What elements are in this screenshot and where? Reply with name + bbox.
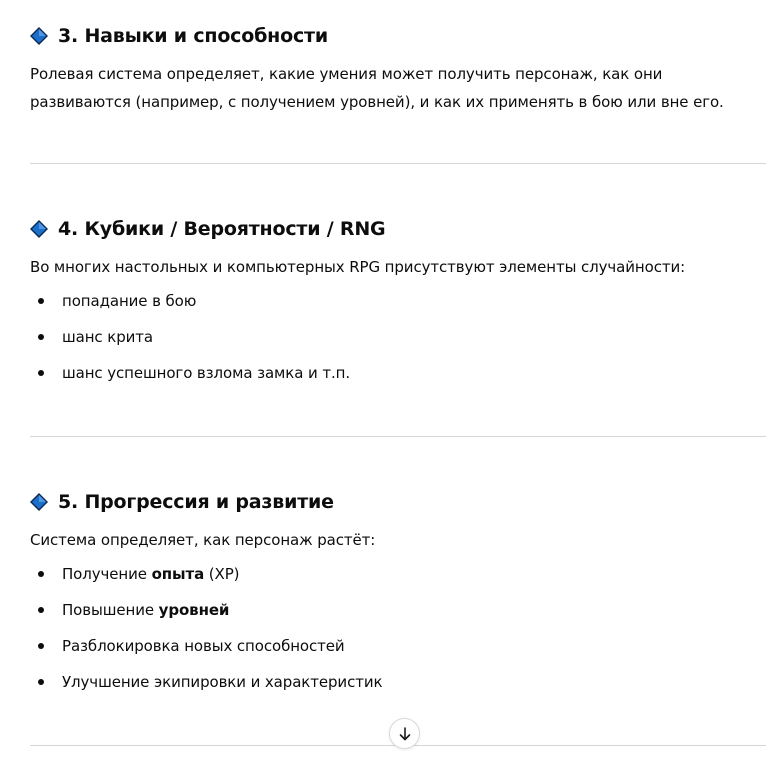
list-item [30, 664, 766, 700]
bullet-dot [38, 571, 44, 577]
bullet-dot [38, 679, 44, 685]
arrow-down-icon [397, 726, 413, 742]
section-paragraph: Во многих настольных и компьютерных RPG присутствуют элементы случайности: [30, 258, 686, 276]
section-heading [30, 22, 766, 50]
bullet-dot [38, 643, 44, 649]
list-item-bold: уровней [158, 601, 230, 619]
list-item-pre: Разблокировка новых способностей [62, 637, 345, 655]
list-item-text: шанс крита [62, 328, 153, 346]
list-item-text: шанс успешного взлома замка и т.п. [62, 364, 350, 382]
section-divider [30, 436, 766, 437]
section-paragraph: Ролевая система определяет, какие умения может получить персонаж, как они развиваются (например, с получением уровней), и как их применять в бою или вне его. [30, 65, 724, 111]
blue-diamond-icon [30, 220, 48, 238]
section-heading [30, 215, 766, 243]
bullet-list [30, 283, 766, 391]
bullet-dot [38, 607, 44, 613]
section-divider [30, 163, 766, 164]
scroll-to-bottom-button[interactable] [389, 718, 420, 749]
list-item-text: попадание в бою [62, 292, 197, 310]
list-item-pre: Получение [62, 565, 152, 583]
section-skills [30, 22, 766, 116]
list-item-bold: опыта [151, 565, 205, 583]
list-item [30, 355, 766, 391]
bullet-list [30, 556, 766, 700]
section-progression [30, 488, 766, 700]
list-item-pre: Улучшение экипировки и характеристик [62, 673, 383, 691]
blue-diamond-icon [30, 493, 48, 511]
section-paragraph: Система определяет, как персонаж растёт: [30, 531, 376, 549]
section-heading-text: 4. Кубики / Вероятности / RNG [58, 218, 386, 240]
section-dice-rng [30, 215, 766, 391]
list-item-pre: Повышение [62, 601, 159, 619]
list-item-post: (XP) [204, 565, 240, 583]
list-item [30, 592, 766, 628]
list-item [30, 556, 766, 592]
section-heading-text: 3. Навыки и способности [58, 25, 328, 47]
list-item [30, 283, 766, 319]
section-heading-text: 5. Прогрессия и развитие [58, 491, 334, 513]
blue-diamond-icon [30, 27, 48, 45]
bullet-dot [38, 370, 44, 376]
list-item [30, 628, 766, 664]
list-item [30, 319, 766, 355]
bullet-dot [38, 334, 44, 340]
section-heading [30, 488, 766, 516]
bullet-dot [38, 298, 44, 304]
